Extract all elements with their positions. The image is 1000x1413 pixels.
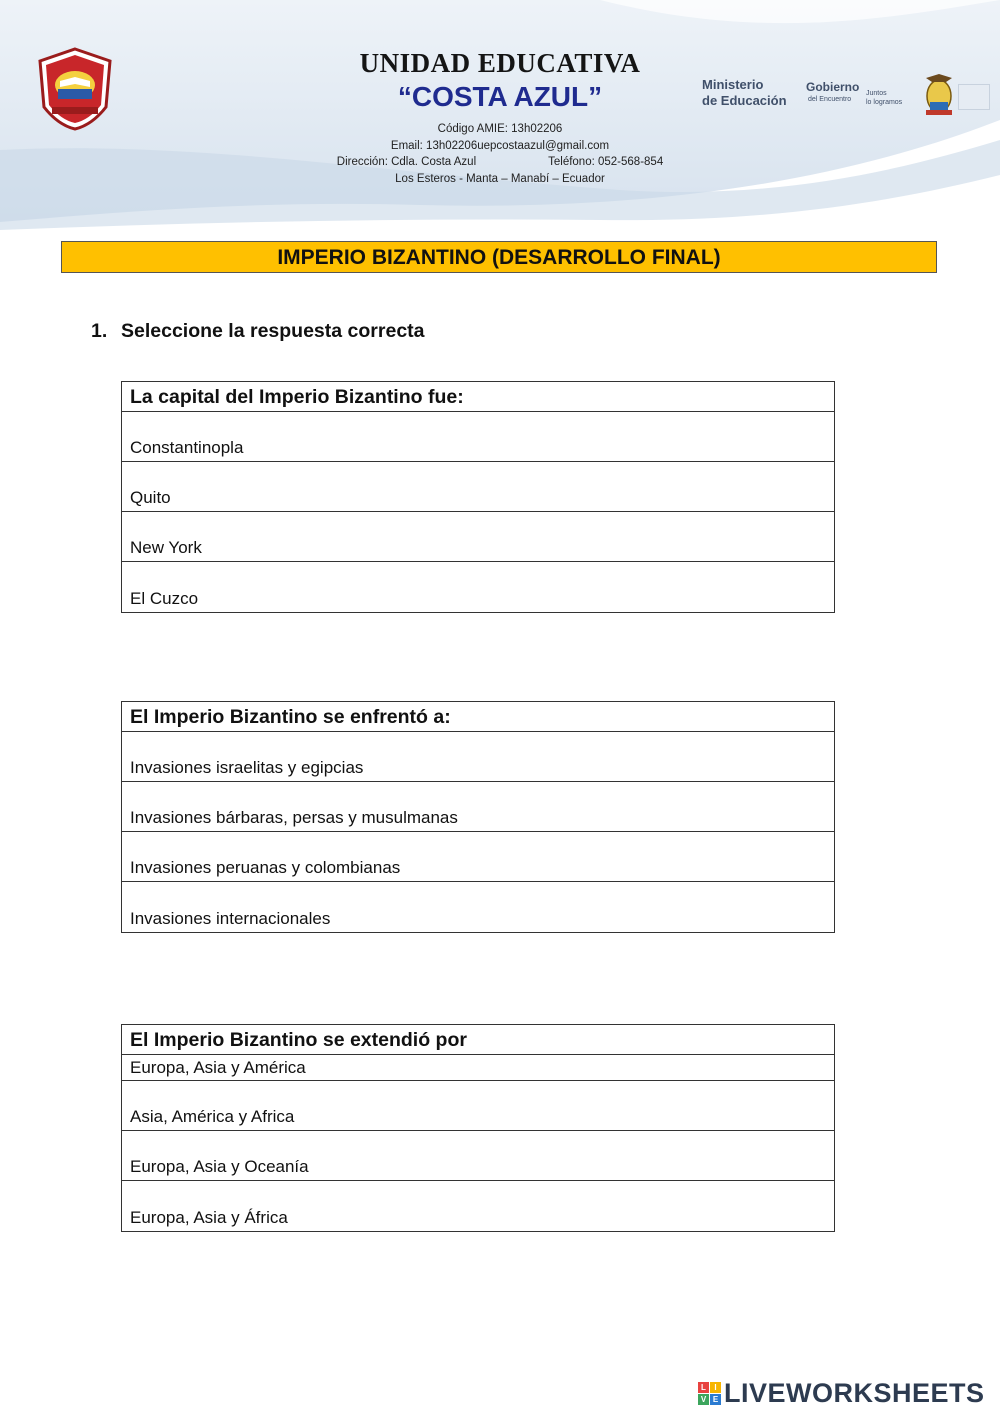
juntos-logo-line1: Juntos bbox=[866, 90, 887, 97]
answer-option[interactable]: Quito bbox=[122, 462, 834, 512]
answer-option[interactable]: Asia, América y Africa bbox=[122, 1081, 834, 1131]
gobierno-logo: Gobierno bbox=[806, 80, 860, 94]
school-name-line1: UNIDAD EDUCATIVA bbox=[359, 48, 641, 78]
school-location: Los Esteros - Manta – Manabí – Ecuador bbox=[395, 172, 605, 185]
worksheet-title: IMPERIO BIZANTINO (DESARROLLO FINAL) bbox=[61, 241, 937, 273]
answer-option[interactable]: El Cuzco bbox=[130, 589, 199, 608]
answer-option[interactable]: New York bbox=[122, 512, 834, 562]
liveworksheets-tiles-icon bbox=[698, 1382, 721, 1405]
section-heading bbox=[91, 320, 425, 343]
government-logos bbox=[700, 68, 992, 128]
logo-tile: V bbox=[698, 1394, 709, 1405]
school-name-line2: “COSTA AZUL” bbox=[397, 81, 603, 112]
amie-code: Código AMIE: 13h02206 bbox=[437, 123, 563, 135]
ecuador-flag-icon bbox=[958, 84, 990, 110]
question-table-2 bbox=[121, 701, 835, 933]
liveworksheets-logo bbox=[698, 1378, 985, 1408]
section-number: 1. bbox=[91, 320, 108, 342]
address-phone-row bbox=[250, 154, 750, 171]
school-email: Email: 13h02206uepcostaazul@gmail.com bbox=[390, 139, 610, 152]
school-crest-logo bbox=[36, 47, 114, 131]
answer-option[interactable]: Europa, Asia y Oceanía bbox=[122, 1131, 834, 1181]
answer-option[interactable]: Invasiones israelitas y egipcias bbox=[122, 732, 834, 782]
question-prompt: El Imperio Bizantino se extendió por bbox=[122, 1025, 834, 1055]
school-header bbox=[250, 48, 750, 187]
gobierno-logo-sub: del Encuentro bbox=[808, 96, 852, 103]
answer-option[interactable]: Invasiones internacionales bbox=[130, 909, 331, 928]
section-label: Seleccione la respuesta correcta bbox=[121, 320, 425, 342]
answer-option[interactable]: Constantinopla bbox=[122, 412, 834, 462]
answer-option[interactable]: Europa, Asia y América bbox=[122, 1055, 834, 1081]
question-prompt: El Imperio Bizantino se enfrentó a: bbox=[122, 702, 834, 732]
school-address: Dirección: Cdla. Costa Azul bbox=[336, 156, 477, 168]
question-table-1 bbox=[121, 381, 835, 613]
answer-option[interactable]: Invasiones peruanas y colombianas bbox=[122, 832, 834, 882]
logo-tile: E bbox=[710, 1394, 721, 1405]
question-prompt: La capital del Imperio Bizantino fue: bbox=[122, 382, 834, 412]
liveworksheets-brand: LIVEWORKSHEETS bbox=[724, 1377, 985, 1408]
ministerio-logo-line2: de Educación bbox=[702, 93, 787, 108]
school-contact bbox=[250, 121, 750, 187]
ministerio-logo-line1: Ministerio bbox=[702, 77, 764, 92]
question-table-3 bbox=[121, 1024, 835, 1232]
answer-option[interactable]: Invasiones bárbaras, persas y musulmanas bbox=[122, 782, 834, 832]
answer-option[interactable]: Europa, Asia y África bbox=[130, 1208, 288, 1227]
school-phone: Teléfono: 052-568-854 bbox=[548, 156, 664, 168]
logo-tile: I bbox=[710, 1382, 721, 1393]
logo-tile: L bbox=[698, 1382, 709, 1393]
ecuador-coat-of-arms-icon bbox=[922, 70, 956, 120]
juntos-logo-line2: lo logramos bbox=[866, 99, 903, 106]
